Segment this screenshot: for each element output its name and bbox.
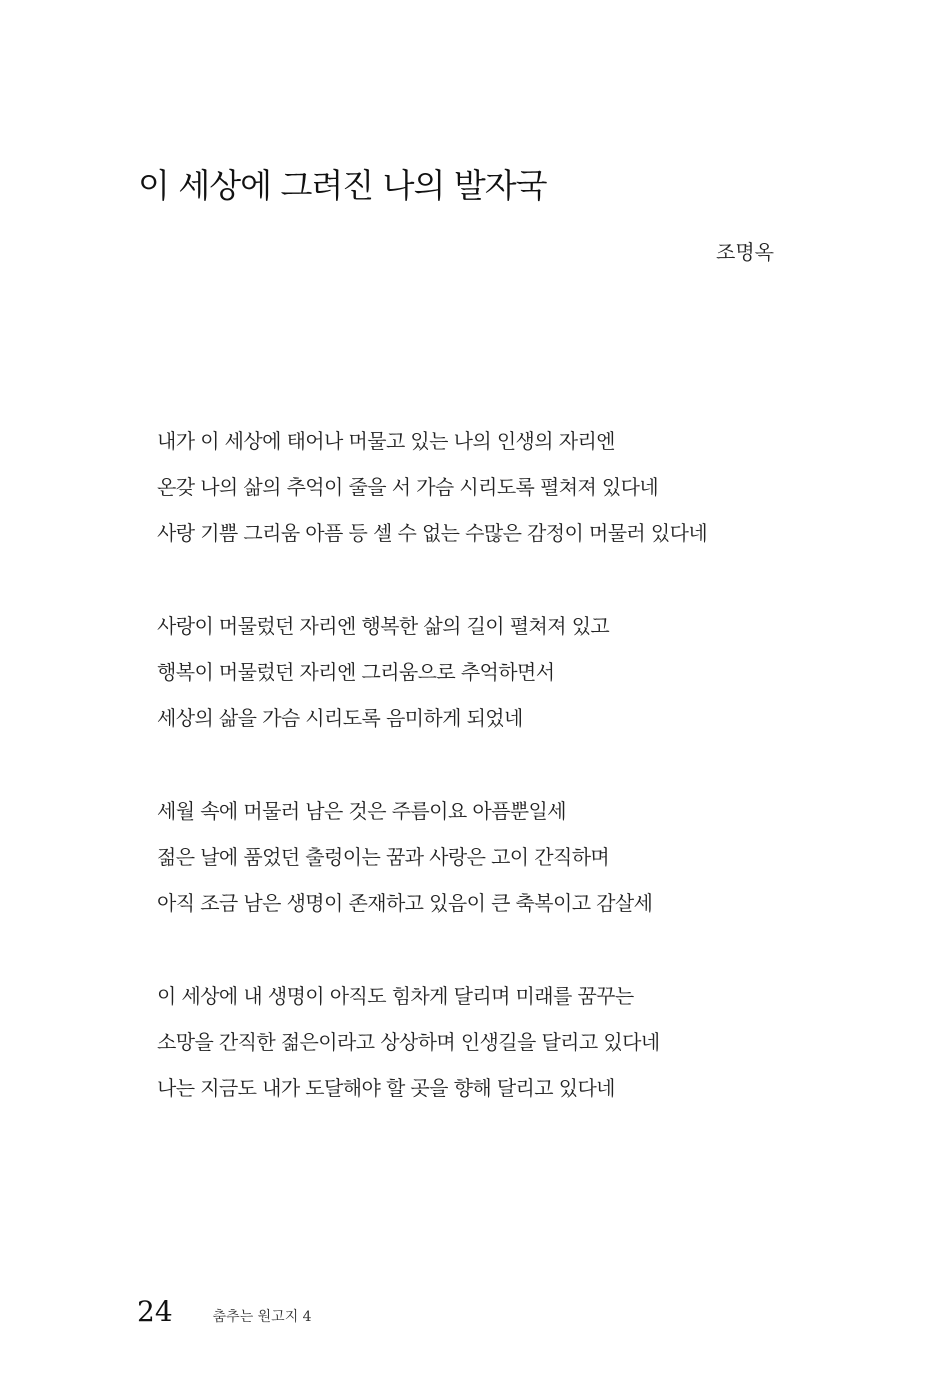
poem-line: 행복이 머물렀던 자리엔 그리움으로 추억하면서 <box>157 660 555 684</box>
poem-line: 세상의 삶을 가슴 시리도록 음미하게 되었네 <box>157 706 523 730</box>
poem-author: 조명옥 <box>716 240 774 264</box>
poem-line: 세월 속에 머물러 남은 것은 주름이요 아픔뿐일세 <box>157 799 566 823</box>
poem-stanza-1 <box>157 418 917 556</box>
poem-line: 젊은 날에 품었던 출렁이는 꿈과 사랑은 고이 간직하며 <box>157 845 610 869</box>
poem-title: 이 세상에 그려진 나의 발자국 <box>138 166 547 206</box>
page-footer <box>137 1295 312 1335</box>
poem-line: 온갖 나의 삶의 추억이 줄을 서 가슴 시리도록 펼쳐져 있다네 <box>157 475 659 499</box>
poem-stanza-3 <box>157 788 917 926</box>
poem-line: 아직 조금 남은 생명이 존재하고 있음이 큰 축복이고 감살세 <box>157 891 653 915</box>
poem-line: 이 세상에 내 생명이 아직도 힘차게 달리며 미래를 꿈꾸는 <box>157 984 634 1008</box>
poem-line: 사랑 기쁨 그리움 아픔 등 셀 수 없는 수많은 감정이 머물러 있다네 <box>157 521 708 545</box>
page-number: 24 <box>137 1295 173 1328</box>
poem-line: 사랑이 머물렀던 자리엔 행복한 삶의 길이 펼쳐져 있고 <box>157 614 610 638</box>
poem-body <box>157 418 917 1158</box>
poem-line: 나는 지금도 내가 도달해야 할 곳을 향해 달리고 있다네 <box>157 1076 615 1100</box>
poem-stanza-4 <box>157 973 917 1111</box>
poem-stanza-2 <box>157 603 917 741</box>
poem-line: 내가 이 세상에 태어나 머물고 있는 나의 인생의 자리엔 <box>157 429 615 453</box>
book-title: 춤추는 원고지 4 <box>212 1309 312 1325</box>
poem-line: 소망을 간직한 젊은이라고 상상하며 인생길을 달리고 있다네 <box>157 1030 660 1054</box>
